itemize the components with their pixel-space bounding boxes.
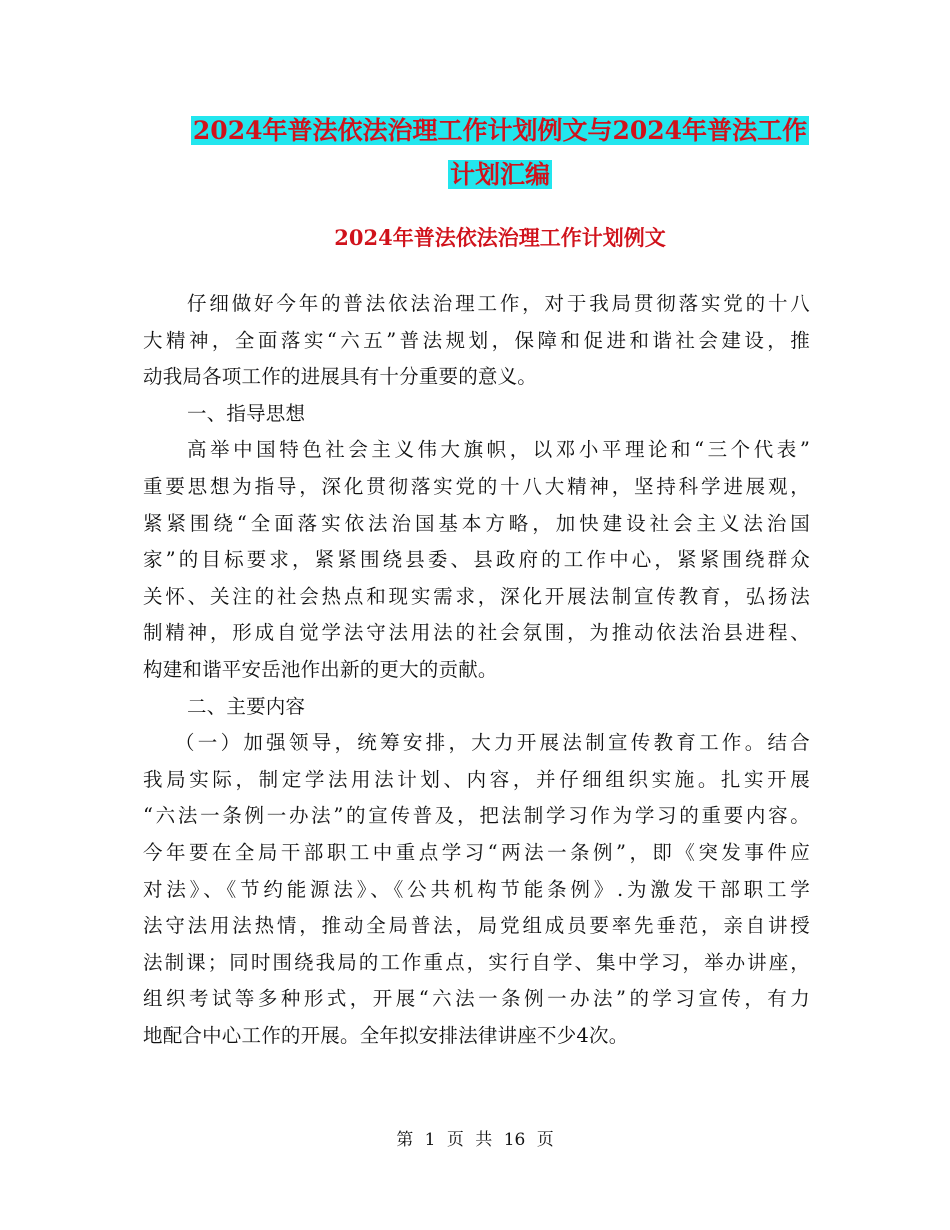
- body-line: “六法一条例一办法”的宣传普及，把法制学习作为学习的重要内容。: [143, 804, 810, 828]
- document-title-line-1: [140, 108, 860, 154]
- body-line: 地配合中心工作的开展。全年拟安排法律讲座不少4次。: [143, 1023, 629, 1047]
- body-line: 高举中国特色社会主义伟大旗帜，以邓小平理论和“三个代表”: [187, 438, 810, 462]
- body-line: 大精神，全面落实“六五”普法规划，保障和促进和谐社会建设，推: [143, 328, 810, 352]
- body-line: 今年要在全局干部职工中重点学习“两法一条例”，即《突发事件应: [143, 840, 810, 864]
- body-line: 构建和谐平安岳池作出新的更大的贡献。: [143, 657, 498, 681]
- title-highlight: 2024年普法依法治理工作计划例文与2024年普法工作: [192, 116, 808, 145]
- body-line: 制精神，形成自觉学法守法用法的社会氛围，为推动依法治县进程、: [143, 621, 810, 645]
- body-line: 法制课；同时围绕我局的工作重点，实行自学、集中学习，举办讲座，: [143, 950, 810, 974]
- body-line: 我局实际，制定学法用法计划、内容，并仔细组织实施。扎实开展: [143, 767, 810, 791]
- body-line: 动我局各项工作的进展具有十分重要的意义。: [143, 365, 538, 389]
- body-line: 关怀、关注的社会热点和现实需求，深化开展法制宣传教育，弘扬法: [143, 584, 810, 608]
- body-line: 家”的目标要求，紧紧围绕县委、县政府的工作中心，紧紧围绕群众: [143, 548, 810, 572]
- page-footer: 第 1 页 共 16 页: [396, 1130, 554, 1150]
- section-subtitle: 2024年普法依法治理工作计划例文: [334, 225, 666, 250]
- body-line: 仔细做好今年的普法依法治理工作，对于我局贯彻落实党的十八: [187, 292, 810, 315]
- body-line: （一）加强领导，统筹安排，大力开展法制宣传教育工作。结合: [175, 731, 810, 755]
- title-highlight: 计划汇编: [449, 160, 550, 189]
- document-body: [143, 286, 810, 1054]
- section-heading: 一、指导思想: [187, 401, 306, 425]
- document-title-line-2: [140, 152, 860, 198]
- body-line: 重要思想为指导，深化贯彻落实党的十八大精神，坚持科学进展观，: [143, 474, 810, 498]
- body-line: 对法》、《节约能源法》、《公共机构节能条例》.为激发干部职工学: [143, 877, 810, 901]
- body-line: 组织考试等多种形式，开展“六法一条例一办法”的学习宣传，有力: [143, 987, 810, 1011]
- body-line: 紧紧围绕“全面落实依法治国基本方略，加快建设社会主义法治国: [143, 511, 810, 535]
- section-heading: 二、主要内容: [187, 694, 306, 718]
- body-line: 法守法用法热情，推动全局普法，局党组成员要率先垂范，亲自讲授: [143, 914, 810, 938]
